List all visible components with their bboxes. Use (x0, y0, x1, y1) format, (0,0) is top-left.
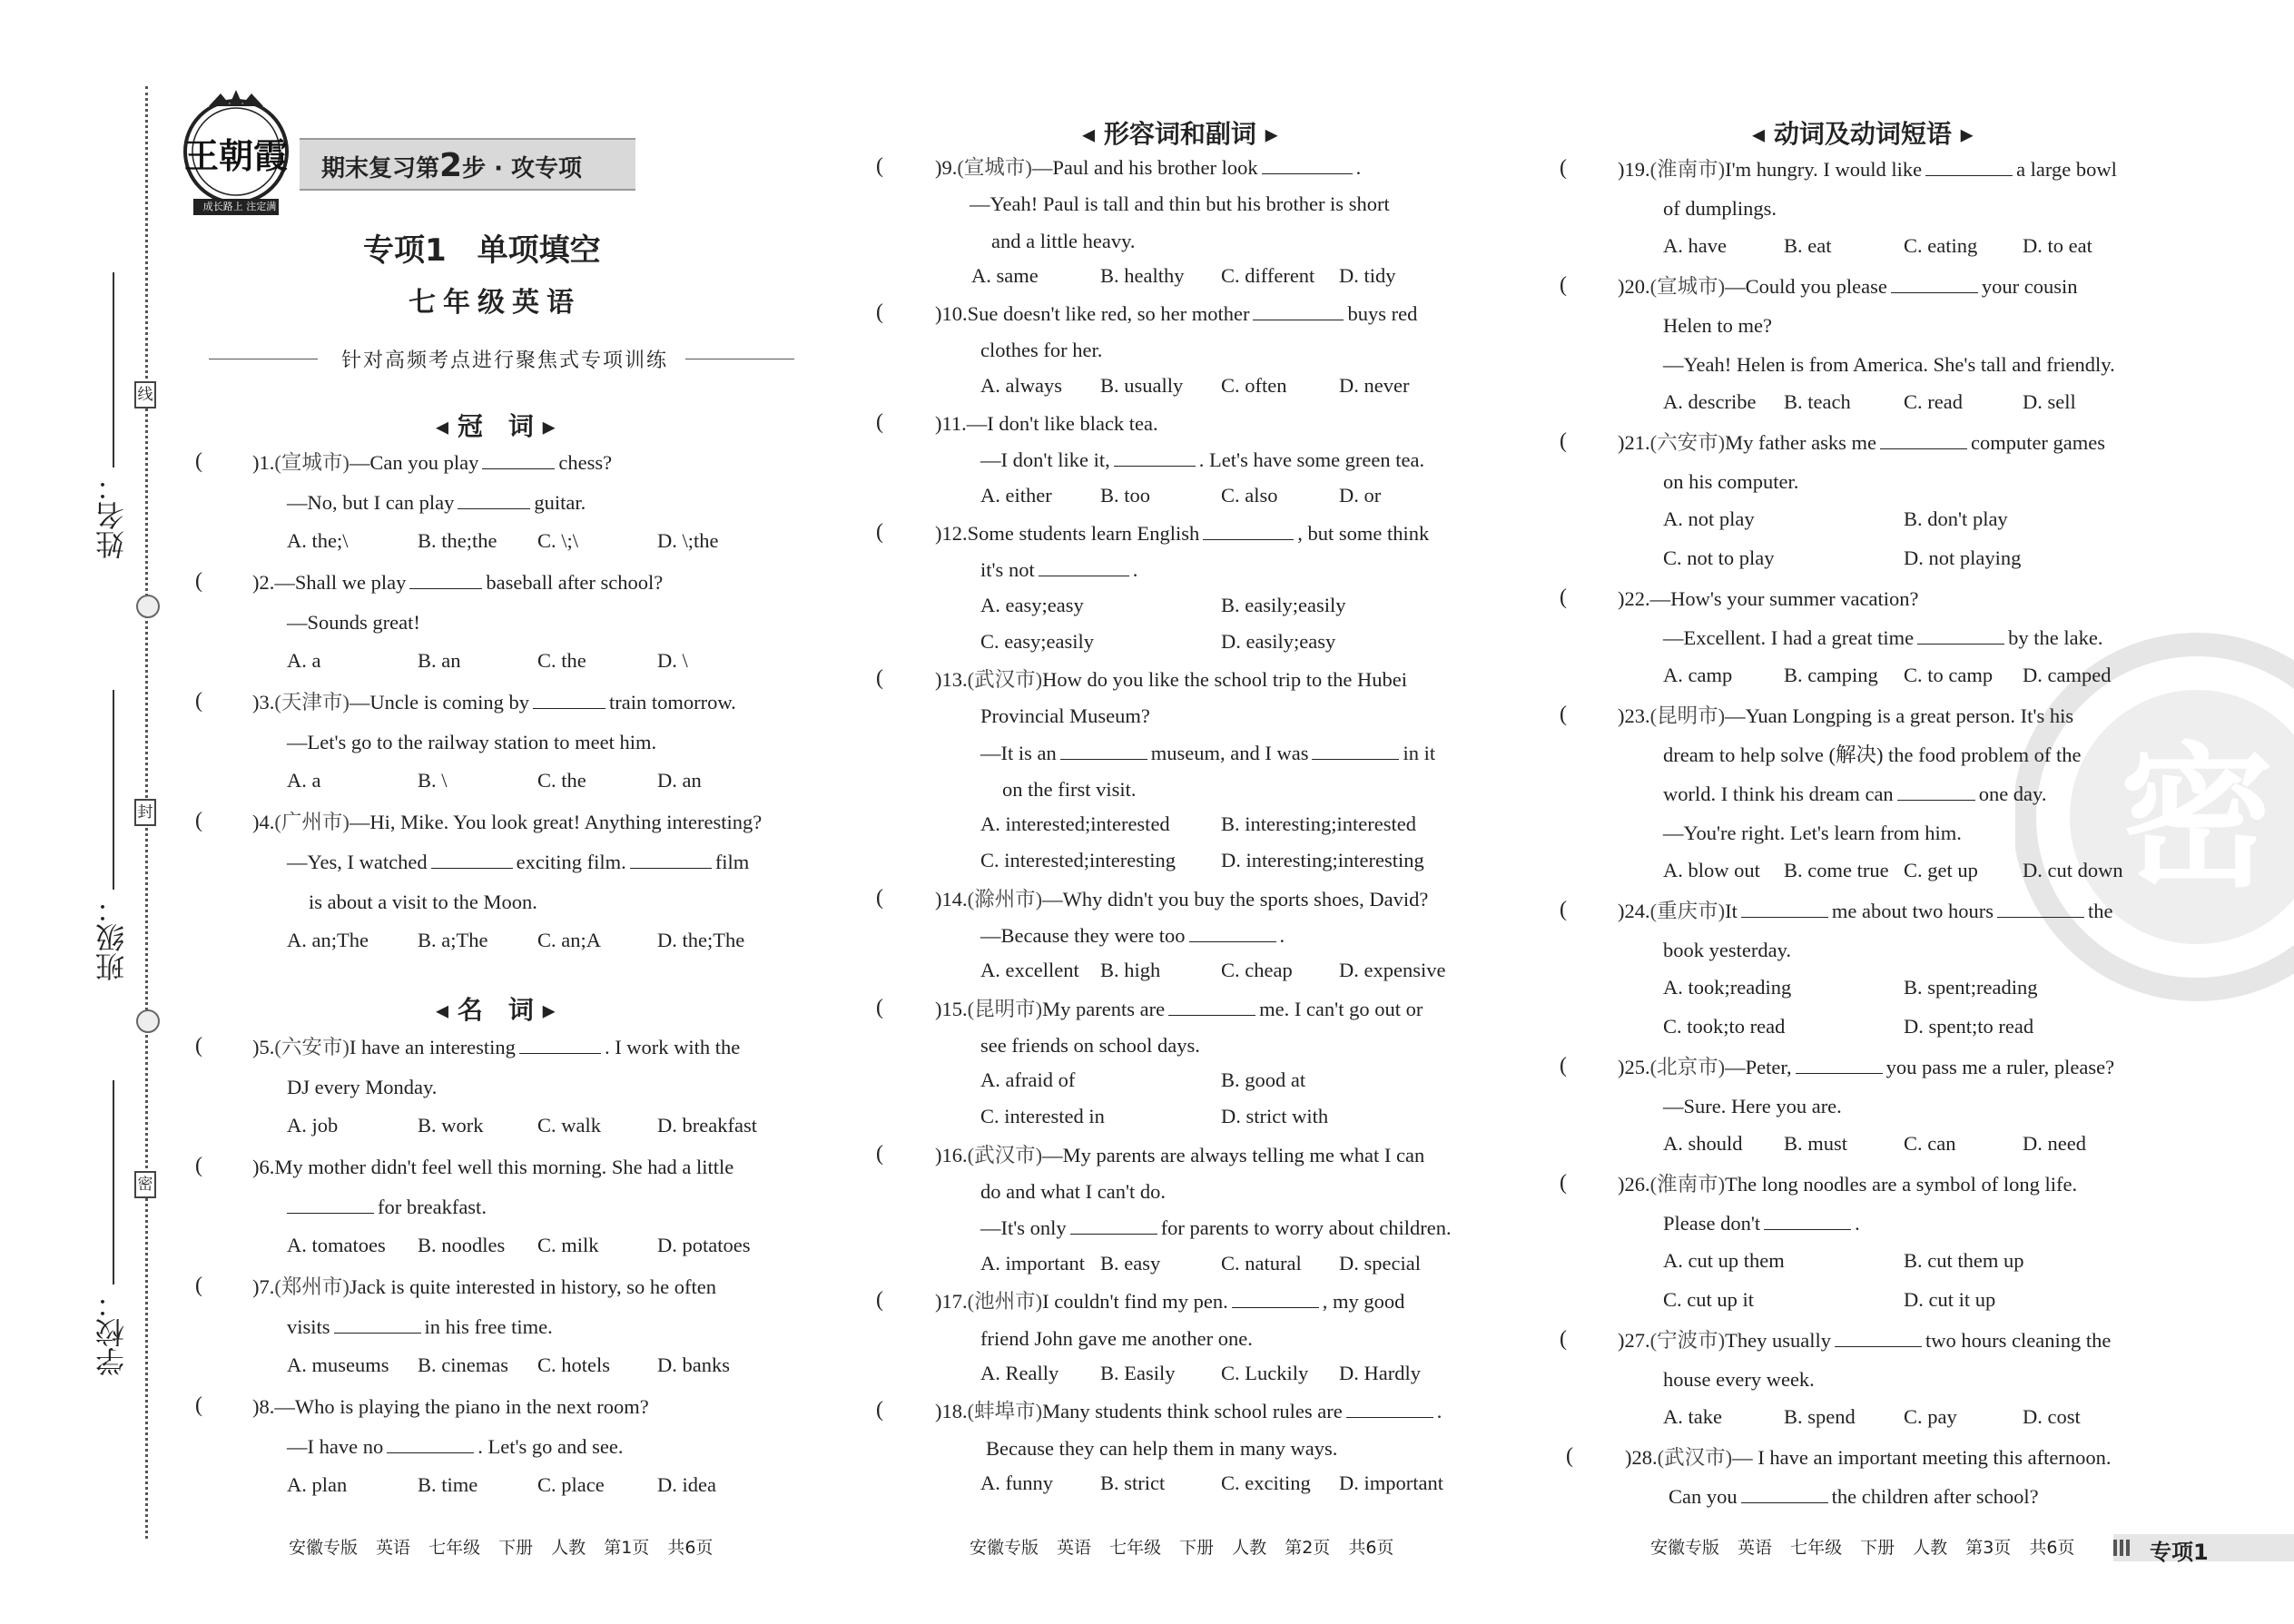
option-b[interactable]: B. eat (1784, 234, 1832, 257)
banner-step-number: 2 (439, 147, 463, 184)
option-c[interactable]: C. an;A (537, 929, 601, 951)
answer-paren[interactable]: ( (1560, 1327, 1567, 1351)
option-c[interactable]: C. \;\ (537, 529, 579, 552)
section-heading-verbs: ◂ 动词及动词短语 ▸ (1752, 119, 1974, 149)
option-b[interactable]: B. \ (418, 769, 448, 792)
option-a[interactable]: A. camp (1663, 664, 1733, 686)
page-title: 专项1 单项填空 (363, 232, 601, 269)
option-a[interactable]: A. same (971, 264, 1039, 287)
option-c[interactable]: C. easy;easily (980, 630, 1094, 653)
option-d[interactable]: D. easily;easy (1221, 630, 1336, 653)
option-d[interactable]: D. \ (657, 649, 688, 672)
option-c[interactable]: C. place (537, 1473, 605, 1496)
answer-paren[interactable]: ( (1560, 898, 1567, 921)
option-c[interactable]: C. not to play (1663, 546, 1775, 569)
option-b[interactable]: B. high (1100, 959, 1161, 981)
question-2: )2.—Shall we play baseball after school? (252, 571, 664, 594)
question-20: )20.(宣城市)—Could you please your cousin (1618, 275, 2078, 298)
option-d[interactable]: D. the;The (657, 929, 745, 951)
class-field[interactable] (113, 690, 114, 890)
option-b[interactable]: B. time (418, 1473, 478, 1496)
question-13: )13.(武汉市)How do you like the school trip to the Hubei (935, 668, 1407, 691)
option-c[interactable]: C. also (1221, 484, 1278, 507)
option-c[interactable]: C. cheap (1221, 959, 1293, 981)
option-c[interactable]: C. natural (1221, 1252, 1302, 1275)
option-a[interactable]: A. blow out (1663, 859, 1760, 881)
answer-paren[interactable]: ( (1560, 1171, 1567, 1195)
option-b[interactable]: B. spend (1784, 1405, 1856, 1428)
banner-prefix: 期末复习第 (321, 155, 440, 182)
option-b[interactable]: B. an (418, 649, 461, 672)
page-subtitle: 七年级英语 (409, 287, 581, 319)
question-26: )26.(淮南市)The long noodles are a symbol of long life. (1618, 1173, 2078, 1196)
option-d[interactable]: D. expensive (1339, 959, 1446, 981)
answer-paren[interactable]: ( (1560, 703, 1567, 726)
option-d[interactable]: D. \;the (657, 529, 719, 552)
question-21: )21.(六安市)My father asks me computer games (1618, 431, 2106, 454)
option-b[interactable]: B. Easily (1100, 1362, 1176, 1384)
option-a[interactable]: A. plan (287, 1473, 348, 1496)
question-1: )1.(宣城市)—Can you play chess? (252, 451, 613, 474)
banner-text (321, 147, 582, 184)
answer-paren[interactable]: ( (195, 1034, 202, 1058)
option-d[interactable]: D. or (1339, 484, 1382, 507)
option-d[interactable]: D. important (1339, 1471, 1443, 1494)
question-16: )16.(武汉市)—My parents are always telling me what I can (935, 1144, 1425, 1166)
option-a[interactable]: A. museums (287, 1353, 389, 1376)
ring-hole-icon (136, 1009, 160, 1033)
option-d[interactable]: D. breakfast (657, 1114, 757, 1137)
option-d[interactable]: D. interesting;interesting (1221, 849, 1424, 871)
question-5: )5.(六安市)I have an interesting . I work with the (252, 1036, 741, 1058)
option-a[interactable]: A. not play (1663, 507, 1755, 530)
option-b[interactable]: B. cut them up (1904, 1249, 2024, 1272)
option-a[interactable]: A. describe (1663, 390, 1757, 413)
option-c[interactable]: C. exciting (1221, 1471, 1311, 1494)
option-b[interactable]: B. teach (1784, 390, 1851, 413)
question-14: )14.(滁州市)—Why didn't you buy the sports shoes, David? (935, 888, 1429, 910)
answer-paren[interactable]: ( (876, 1398, 883, 1422)
brand-tagline: 成长路上 注定满分 (202, 201, 277, 227)
ring-hole-icon (136, 595, 160, 618)
question-3: )3.(天津市)—Uncle is coming by train tomorrow. (252, 691, 736, 714)
question-8: )8.—Who is playing the piano in the next room? (252, 1395, 649, 1418)
option-b[interactable]: B. strict (1100, 1471, 1166, 1494)
answer-paren[interactable]: ( (195, 569, 202, 593)
answer-paren[interactable]: ( (876, 300, 883, 324)
option-d[interactable]: D. Hardly (1339, 1362, 1421, 1384)
option-b[interactable]: B. a;The (418, 929, 488, 951)
answer-paren[interactable]: ( (195, 1154, 202, 1177)
option-a[interactable]: A. a (287, 769, 321, 792)
question-12: )12.Some students learn English , but some think (935, 522, 1430, 545)
option-a[interactable]: A. have (1663, 234, 1727, 257)
option-b[interactable]: B. work (418, 1114, 484, 1137)
answer-paren[interactable]: ( (1560, 586, 1567, 609)
answer-paren[interactable]: ( (1566, 1444, 1573, 1468)
option-a[interactable]: A. a (287, 649, 321, 672)
option-b[interactable]: B. healthy (1100, 264, 1185, 287)
question-11: )11.—I don't like black tea. (935, 412, 1158, 435)
option-c[interactable]: C. walk (537, 1114, 601, 1137)
answer-paren[interactable]: ( (195, 1274, 202, 1297)
option-a[interactable]: A. should (1663, 1132, 1743, 1155)
option-a[interactable]: A. job (287, 1114, 339, 1137)
answer-paren[interactable]: ( (876, 1142, 883, 1166)
option-c[interactable]: C. the (537, 769, 586, 792)
answer-paren[interactable]: ( (876, 520, 883, 544)
option-d[interactable]: D. potatoes (657, 1234, 751, 1256)
option-c[interactable]: C. read (1904, 390, 1963, 413)
option-d[interactable]: D. cut it up (1904, 1288, 1996, 1311)
option-c[interactable]: C. eating (1904, 234, 1978, 257)
option-a[interactable]: A. took;reading (1663, 976, 1792, 999)
question-17: )17.(池州市)I couldn't find my pen. , my good (935, 1290, 1405, 1313)
option-c[interactable]: C. pay (1904, 1405, 1957, 1428)
option-b[interactable]: B. spent;reading (1904, 976, 2038, 999)
question-24: )24.(重庆市)It me about two hours the (1618, 900, 2113, 922)
option-c[interactable]: C. interested;interesting (980, 849, 1176, 871)
question-28: )28.(武汉市)— I have an important meeting this afternoon. (1625, 1446, 2112, 1469)
option-b[interactable]: B. camping (1784, 664, 1878, 686)
option-d[interactable]: D. strict with (1221, 1105, 1329, 1127)
answer-paren[interactable]: ( (876, 154, 883, 178)
option-d[interactable]: D. cost (2023, 1405, 2081, 1428)
answer-paren[interactable]: ( (876, 666, 883, 690)
page-footer-3: 安徽专版 英语 七年级 下册 人教 第3页 共6页 (1650, 1538, 2075, 1558)
answer-paren[interactable]: ( (195, 689, 202, 713)
option-a[interactable]: A. the;\ (287, 529, 349, 552)
option-b[interactable]: B. easily;easily (1221, 594, 1346, 616)
class-label: 班级： (94, 894, 129, 981)
question-9: )9.(宣城市)—Paul and his brother look . (935, 156, 1362, 179)
option-a[interactable]: A. Really (980, 1362, 1059, 1384)
page-footer-1: 安徽专版 英语 七年级 下册 人教 第1页 共6页 (289, 1538, 714, 1558)
school-field[interactable] (113, 1080, 114, 1284)
question-22: )22.—How's your summer vacation? (1618, 587, 1919, 610)
seal-mark-xian: 线 (134, 381, 156, 408)
option-a[interactable]: A. take (1663, 1405, 1722, 1428)
option-b[interactable]: B. too (1100, 484, 1151, 507)
option-c[interactable]: C. milk (537, 1234, 599, 1256)
option-a[interactable]: A. always (980, 374, 1062, 397)
answer-paren[interactable]: ( (876, 996, 883, 1019)
option-a[interactable]: A. tomatoes (287, 1234, 386, 1256)
option-c[interactable]: C. interested in (980, 1105, 1105, 1127)
option-b[interactable]: B. interesting;interested (1221, 812, 1416, 835)
option-d[interactable]: D. never (1339, 374, 1410, 397)
option-c[interactable]: C. get up (1904, 859, 1978, 881)
name-label: 姓名： (94, 472, 129, 559)
option-a[interactable]: A. easy;easy (980, 594, 1084, 616)
option-b[interactable]: B. good at (1221, 1068, 1306, 1091)
option-b[interactable]: B. must (1784, 1132, 1848, 1155)
option-d[interactable]: D. idea (657, 1473, 716, 1496)
tagline: 针对高频考点进行聚焦式专项训练 (341, 349, 669, 371)
answer-paren[interactable]: ( (195, 1393, 202, 1417)
svg-text:王朝霞: 王朝霞 (183, 135, 289, 176)
answer-paren[interactable]: ( (1560, 429, 1567, 453)
option-d[interactable]: D. an (657, 769, 702, 792)
option-b[interactable]: B. cinemas (418, 1353, 508, 1376)
option-d[interactable]: D. tidy (1339, 264, 1396, 287)
section-heading-articles: ◂ 冠 词 ▸ (436, 411, 556, 441)
question-27: )27.(宁波市)They usually two hours cleaning the (1618, 1329, 2112, 1352)
page-footer-2: 安徽专版 英语 七年级 下册 人教 第2页 共6页 (970, 1538, 1394, 1558)
answer-paren[interactable]: ( (195, 449, 202, 473)
option-c[interactable]: C. to camp (1904, 664, 1994, 686)
option-a[interactable]: A. afraid of (980, 1068, 1076, 1091)
option-c[interactable]: C. Luckily (1221, 1362, 1309, 1384)
question-6: )6.My mother didn't feel well this morning. She had a little (252, 1156, 734, 1178)
option-d[interactable]: D. sell (2023, 390, 2076, 413)
name-field[interactable] (113, 272, 114, 468)
option-d[interactable]: D. banks (657, 1353, 730, 1376)
answer-paren[interactable]: ( (876, 1288, 883, 1312)
banner (300, 138, 635, 191)
question-23: )23.(昆明市)—Yuan Longping is a great person. It's his (1618, 704, 2074, 727)
option-a[interactable]: A. excellent (980, 959, 1079, 981)
question-4: )4.(广州市)—Hi, Mike. You look great! Anything interesting? (252, 811, 763, 833)
option-a[interactable]: A. either (980, 484, 1052, 507)
section-heading-adjectives: ◂ 形容词和副词 ▸ (1082, 119, 1278, 149)
question-7: )7.(郑州市)Jack is quite interested in history, so he often (252, 1275, 716, 1298)
brand-logo (177, 86, 295, 227)
question-25: )25.(北京市)—Peter, you pass me a ruler, please? (1618, 1056, 2115, 1078)
section-tag (2113, 1534, 2294, 1565)
option-c[interactable]: C. often (1221, 374, 1287, 397)
banner-suffix: 步 · 攻专项 (462, 155, 583, 182)
question-15: )15.(昆明市)My parents are me. I can't go out or (935, 998, 1423, 1020)
option-b[interactable]: B. usually (1100, 374, 1184, 397)
question-10: )10.Sue doesn't like red, so her mother buys red (935, 302, 1418, 325)
option-a[interactable]: A. interested;interested (980, 812, 1170, 835)
option-a[interactable]: A. funny (980, 1471, 1053, 1494)
tag-pattern-icon (2113, 1540, 2130, 1556)
option-d[interactable]: D. camped (2023, 664, 2112, 686)
option-c[interactable]: C. took;to read (1663, 1015, 1786, 1038)
seal-mark-mi: 密 (134, 1171, 156, 1198)
option-a[interactable]: A. important (980, 1252, 1085, 1275)
binding-margin (0, 0, 159, 1624)
option-c[interactable]: C. can (1904, 1132, 1956, 1155)
svg-text:密: 密 (2119, 729, 2275, 909)
option-d[interactable]: D. cut down (2023, 859, 2123, 881)
answer-paren[interactable]: ( (876, 886, 883, 910)
answer-paren[interactable]: ( (195, 809, 202, 832)
option-b[interactable]: B. the;the (418, 529, 497, 552)
option-b[interactable]: B. noodles (418, 1234, 506, 1256)
answer-paren[interactable]: ( (1560, 273, 1567, 297)
option-d[interactable]: D. spent;to read (1904, 1015, 2034, 1038)
answer-paren[interactable]: ( (1560, 156, 1567, 180)
option-c[interactable]: C. cut up it (1663, 1288, 1754, 1311)
answer-paren[interactable]: ( (1560, 1054, 1567, 1078)
section-tag-label: 专项1 (2150, 1540, 2209, 1565)
option-b[interactable]: B. easy (1100, 1252, 1161, 1275)
option-c[interactable]: C. hotels (537, 1353, 611, 1376)
option-d[interactable]: D. need (2023, 1132, 2086, 1155)
seal-mark-feng: 封 (134, 799, 156, 826)
option-a[interactable]: A. an;The (287, 929, 369, 951)
option-b[interactable]: B. don't play (1904, 507, 2008, 530)
option-a[interactable]: A. cut up them (1663, 1249, 1785, 1272)
question-18: )18.(蚌埠市)Many students think school rules are . (935, 1400, 1442, 1422)
school-label: 学校： (94, 1289, 129, 1376)
option-d[interactable]: D. special (1339, 1252, 1421, 1275)
question-19: )19.(淮南市)I'm hungry. I would like a large bowl (1618, 158, 2117, 181)
option-b[interactable]: B. come true (1784, 859, 1889, 881)
section-heading-nouns: ◂ 名 词 ▸ (436, 995, 556, 1025)
option-d[interactable]: D. to eat (2023, 234, 2092, 257)
option-c[interactable]: C. different (1221, 264, 1315, 287)
answer-paren[interactable]: ( (876, 410, 883, 434)
option-d[interactable]: D. not playing (1904, 546, 2022, 569)
option-c[interactable]: C. the (537, 649, 586, 672)
